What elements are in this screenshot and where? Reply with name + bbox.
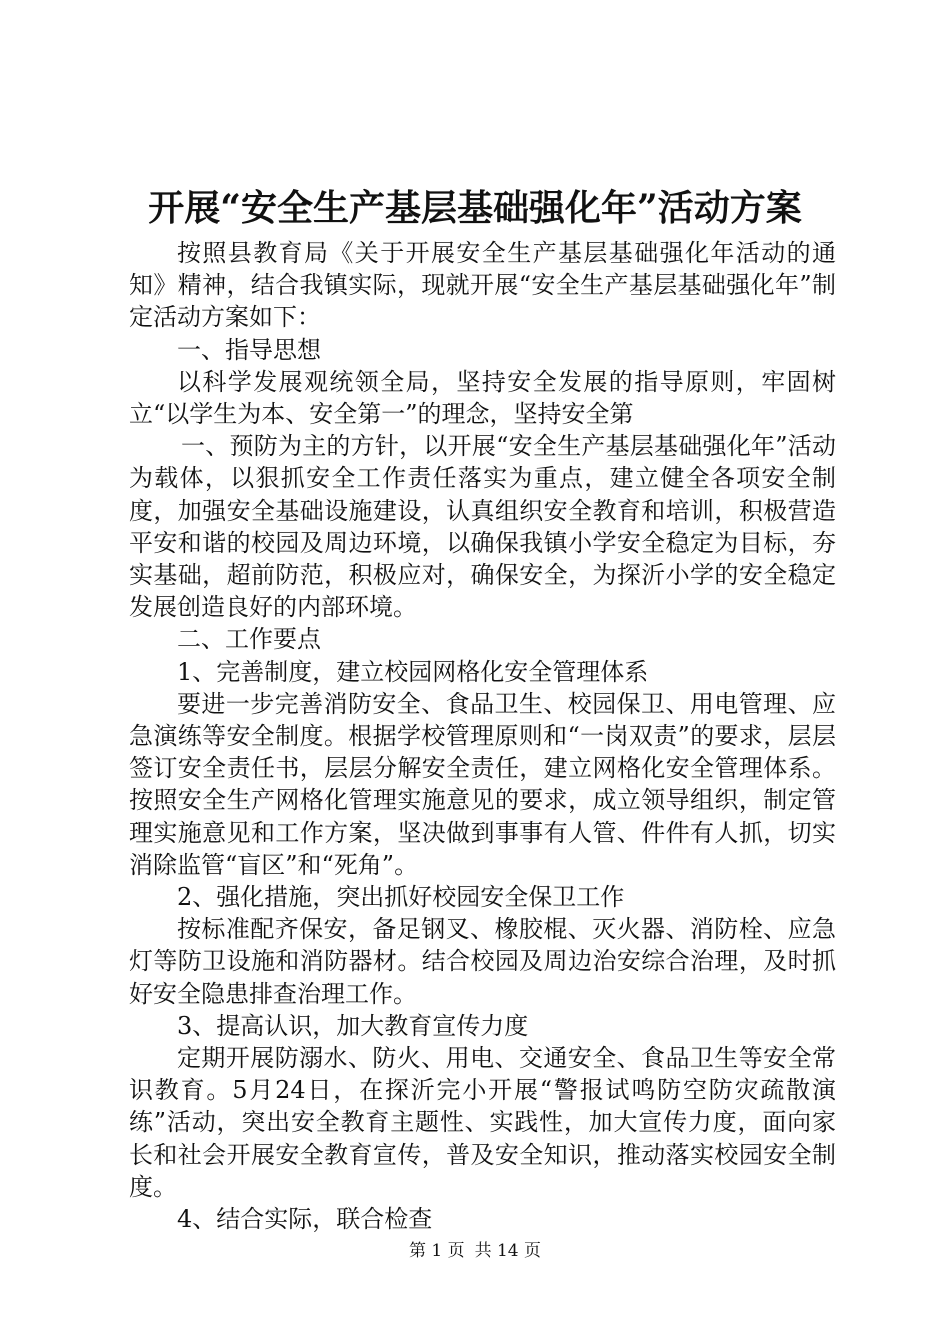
paragraph-raise-awareness: 定期开展防溺水、防火、用电、交通安全、食品卫生等安全常识教育。5月24日，在探沂完小开展“警报试鸣防空防灾疏散演练”活动，突出安全教育主题性、实践性，加大宣传力度，面向家长和社会开展安全教育宣传，普及安全知识，推动落实校园安全制度。: [129, 1044, 836, 1201]
page-footer: [0, 1239, 950, 1263]
subheading-raise-awareness: 3、提高认识，加大教育宣传力度: [177, 1011, 529, 1040]
subheading-joint-inspection: 4、结合实际，联合检查: [177, 1205, 433, 1234]
paragraph-strengthen-measures: 按标准配齐保安，备足钢叉、橡胶棍、灭火器、消防栓、应急灯等防卫设施和消防器材。结合校园及周边治安综合治理，及时抓好安全隐患排查治理工作。: [129, 915, 836, 1008]
document-title: 开展“安全生产基层基础强化年”活动方案: [148, 187, 802, 229]
paragraph-guiding-ideology: 以科学发展观统领全局，坚持安全发展的指导原则，牢固树立“以学生为本、安全第一”的理念，坚持安全第: [129, 367, 836, 429]
section-heading-work-points: 二、工作要点: [177, 625, 321, 654]
page-number: 第 1 页: [408, 1241, 465, 1261]
section-heading-guiding-ideology: 一、指导思想: [177, 335, 321, 364]
paragraph-guiding-ideology-continued: 一、预防为主的方针，以开展“安全生产基层基础强化年”活动为载体，以狠抓安全工作责任落实为重点，建立健全各项安全制度，加强安全基础设施建设，认真组织安全教育和培训，积极营造平安和谐的校园及周边环境，以确保我镇小学安全稳定为目标，夯实基础，超前防范，积极应对，确保安全，为探沂小学的安全稳定发展创造良好的内部环境。: [129, 432, 836, 622]
subheading-strengthen-measures: 2、强化措施，突出抓好校园安全保卫工作: [177, 883, 625, 912]
document-body: [129, 237, 836, 1235]
subheading-improve-system: 1、完善制度，建立校园网格化安全管理体系: [177, 657, 649, 686]
paragraph-improve-system: 要进一步完善消防安全、食品卫生、校园保卫、用电管理、应急演练等安全制度。根据学校管理原则和“一岗双责”的要求，层层签订安全责任书，层层分解安全责任，建立网格化安全管理体系。按照安全生产网格化管理实施意见的要求，成立领导组织，制定管理实施意见和工作方案，坚决做到事事有人管、件件有人抓，切实消除监管“盲区”和“死角”。: [129, 689, 836, 879]
paragraph-intro: 按照县教育局《关于开展安全生产基层基础强化年活动的通知》精神，结合我镇实际，现就开展“安全生产基层基础强化年”制定活动方案如下：: [129, 239, 836, 332]
page-total: 共 14 页: [474, 1241, 542, 1261]
